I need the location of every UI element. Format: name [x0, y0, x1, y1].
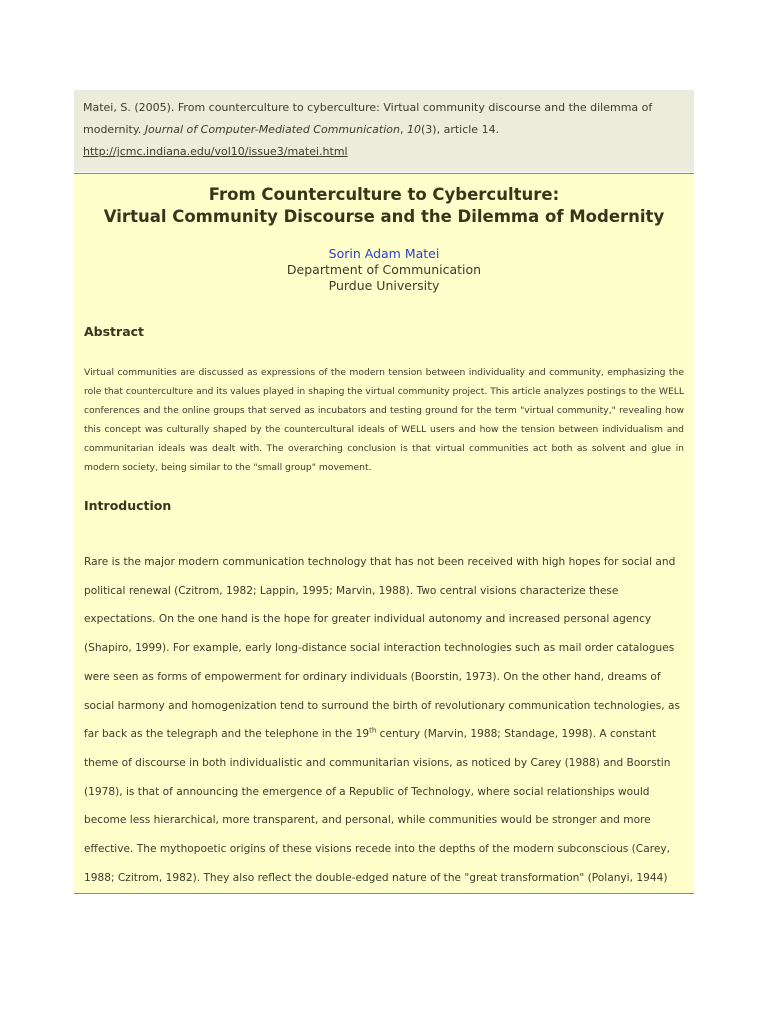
title-line-1: From Counterculture to Cyberculture:: [208, 185, 560, 204]
citation-line-1: Matei, S. (2005). From counterculture to cyberculture: Virtual community discourse and the dilemma of: [83, 101, 653, 114]
introduction-text: [84, 548, 687, 892]
citation-prefix: modernity.: [83, 123, 145, 136]
abstract-heading: Abstract: [84, 324, 145, 339]
author-university: Purdue University: [328, 278, 440, 293]
author-name[interactable]: Sorin Adam Matei: [328, 246, 440, 261]
journal-volume: 10: [407, 123, 421, 136]
intro-text-part-1: Rare is the major modern communication technology that has not been received with high hopes for social and political renewal (Czitrom, 1982; Lappin, 1995; Marvin, 1988). Two central visions characterize these expectations. On the one hand is the hope for greater individual autonomy and increased personal agency (Shapiro, 1999). For example, early long-distance social interaction technologies such as mail order catalogues were seen as forms of empowerment for ordinary individuals (Boorstin, 1973). On the other hand, dreams of social harmony and homogenization tend to surround the birth of revolutionary communication technologies, as far back as the telegraph and the telephone in the 19: [84, 556, 681, 741]
author-department: Department of Communication: [286, 262, 482, 277]
article-page: [74, 173, 694, 894]
title-line-2: Virtual Community Discourse and the Dilemma of Modernity: [103, 207, 665, 226]
article-title: [74, 184, 694, 228]
abstract-text: Virtual communities are discussed as expressions of the modern tension between individuality and community, emphasizing the role that counterculture and its values played in shaping the virtual community project. This article analyzes postings to the WELL conferences and the online groups that served as incubators and testing ground for the term "virtual community," revealing how this concept was culturally shaped by the countercultural ideals of WELL users and how the tension between individualism and communitarian ideals was dealt with. The overarching conclusion is that virtual communities act both as solvent and glue in modern society, being similar to the "small group" movement.: [84, 367, 684, 474]
intro-superscript: th: [369, 726, 377, 735]
author-block: [74, 246, 694, 294]
citation-line-2: [83, 119, 685, 141]
introduction-heading: Introduction: [84, 498, 172, 513]
citation-issue: (3), article 14.: [421, 123, 500, 136]
citation-box: [74, 90, 694, 172]
citation-sep: ,: [400, 123, 407, 136]
intro-text-part-2: century (Marvin, 1988; Standage, 1998). A constant theme of discourse in both individualistic and communitarian visions, as noticed by Carey (1988) and Boorstin (1978), is that of announcing the emergence of a Republic of Technology, where social relationships would become less hierarchical, more transparent, and personal, while communities would be stronger and more effective. The mythopoetic origins of these visions recede into the depths of the modern subconscious (Carey, 1988; Czitrom, 1982). They also reflect the double-edged nature of the "great transformation" (Polanyi, 1944): [84, 728, 671, 884]
citation-url-link[interactable]: http://jcmc.indiana.edu/vol10/issue3/matei.html: [83, 145, 348, 158]
journal-name: Journal of Computer-Mediated Communication: [144, 123, 400, 136]
